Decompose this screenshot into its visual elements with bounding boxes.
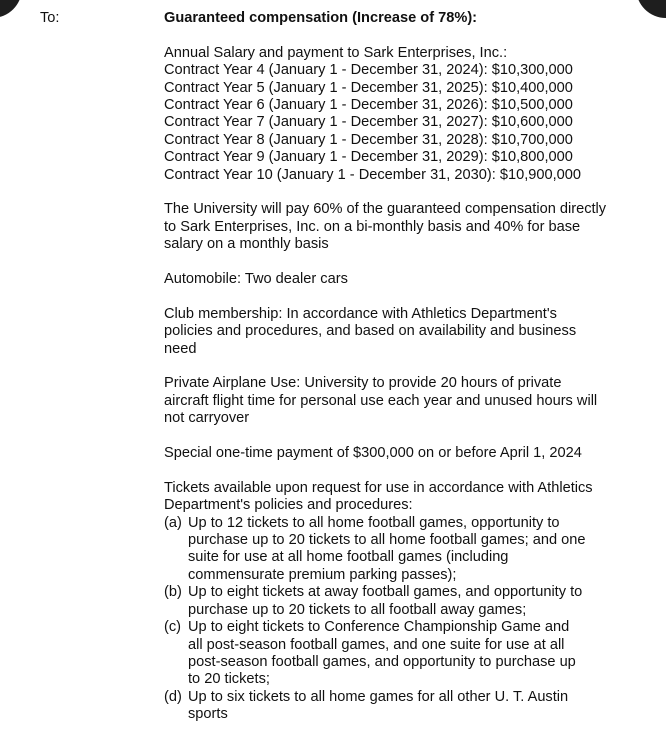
list-item-text — [188, 515, 654, 585]
list-item — [164, 515, 654, 585]
contract-year-line: Contract Year 4 (January 1 - December 31, 2024): $10,300,000 — [164, 62, 573, 79]
tickets-intro-line: Department's policies and procedures: — [164, 497, 413, 514]
salary-intro: Annual Salary and payment to Sark Enterprises, Inc.: — [164, 44, 508, 61]
paragraph-line: aircraft flight time for personal use each year and unused hours will — [164, 392, 598, 409]
contract-year-line: Contract Year 5 (January 1 - December 31, 2025): $10,400,000 — [164, 79, 573, 96]
paragraph-line: The University will pay 60% of the guaranteed compensation directly — [164, 201, 607, 218]
paragraph-line: to Sark Enterprises, Inc. on a bi-monthly basis and 40% for base — [164, 218, 581, 235]
list-line: Up to eight tickets at away football games, and opportunity to — [188, 584, 583, 601]
club-membership-paragraph — [164, 306, 654, 358]
salary-block — [164, 45, 654, 184]
paragraph-line: need — [164, 340, 197, 357]
list-item-text — [188, 689, 654, 724]
contract-year-line: Contract Year 8 (January 1 - December 31, 2028): $10,700,000 — [164, 131, 573, 148]
list-item — [164, 584, 654, 619]
contract-year-line: Contract Year 7 (January 1 - December 31, 2027): $10,600,000 — [164, 114, 573, 131]
paragraph-line: Special one-time payment of $300,000 on or before April 1, 2024 — [164, 445, 582, 462]
paragraph-line: Private Airplane Use: University to provide 20 hours of private — [164, 375, 562, 392]
compensation-section — [164, 10, 654, 724]
list-line: Up to six tickets to all home games for all other U. T. Austin — [188, 688, 569, 705]
tickets-intro-line: Tickets available upon request for use in accordance with Athletics — [164, 479, 593, 496]
list-line: suite for use at all home football games (including — [188, 549, 509, 566]
list-line: purchase up to 20 tickets to all football away games; — [188, 601, 527, 618]
section-heading: Guaranteed compensation (Increase of 78%): — [164, 10, 478, 26]
list-line: to 20 tickets; — [188, 671, 270, 688]
list-marker: (b) — [164, 584, 182, 601]
list-marker: (a) — [164, 514, 182, 531]
list-line: Up to eight tickets to Conference Championship Game and — [188, 619, 570, 636]
paragraph-line: salary on a monthly basis — [164, 236, 329, 253]
paragraph-line: policies and procedures, and based on availability and business — [164, 323, 577, 340]
list-line: sports — [188, 706, 228, 723]
list-line: commensurate premium parking passes); — [188, 566, 457, 583]
contract-year-line: Contract Year 6 (January 1 - December 31, 2026): $10,500,000 — [164, 97, 573, 114]
list-item-text — [188, 584, 654, 619]
corner-shape-left — [0, 0, 22, 18]
list-item-text — [188, 619, 654, 689]
list-item — [164, 689, 654, 724]
special-payment-paragraph — [164, 445, 654, 462]
tickets-block — [164, 480, 654, 724]
automobile-paragraph — [164, 271, 654, 288]
tickets-list — [164, 515, 654, 724]
list-line: Up to 12 tickets to all home football games, opportunity to — [188, 514, 560, 531]
contract-year-line: Contract Year 9 (January 1 - December 31, 2029): $10,800,000 — [164, 149, 573, 166]
list-line: purchase up to 20 tickets to all home football games; and one — [188, 532, 586, 549]
paragraph-line: Club membership: In accordance with Athletics Department's — [164, 305, 557, 322]
contract-year-line: Contract Year 10 (January 1 - December 31, 2030): $10,900,000 — [164, 166, 581, 183]
private-airplane-paragraph — [164, 375, 654, 427]
list-item — [164, 619, 654, 689]
list-line: all post-season football games, and one suite for use at all — [188, 636, 565, 653]
list-line: post-season football games, and opportunity to purchase up — [188, 653, 576, 670]
to-label: To: — [40, 10, 60, 26]
list-marker: (c) — [164, 619, 182, 636]
paragraph-line: not carryover — [164, 410, 250, 427]
list-marker: (d) — [164, 688, 182, 705]
payment-paragraph — [164, 201, 654, 253]
paragraph-line: Automobile: Two dealer cars — [164, 271, 348, 288]
